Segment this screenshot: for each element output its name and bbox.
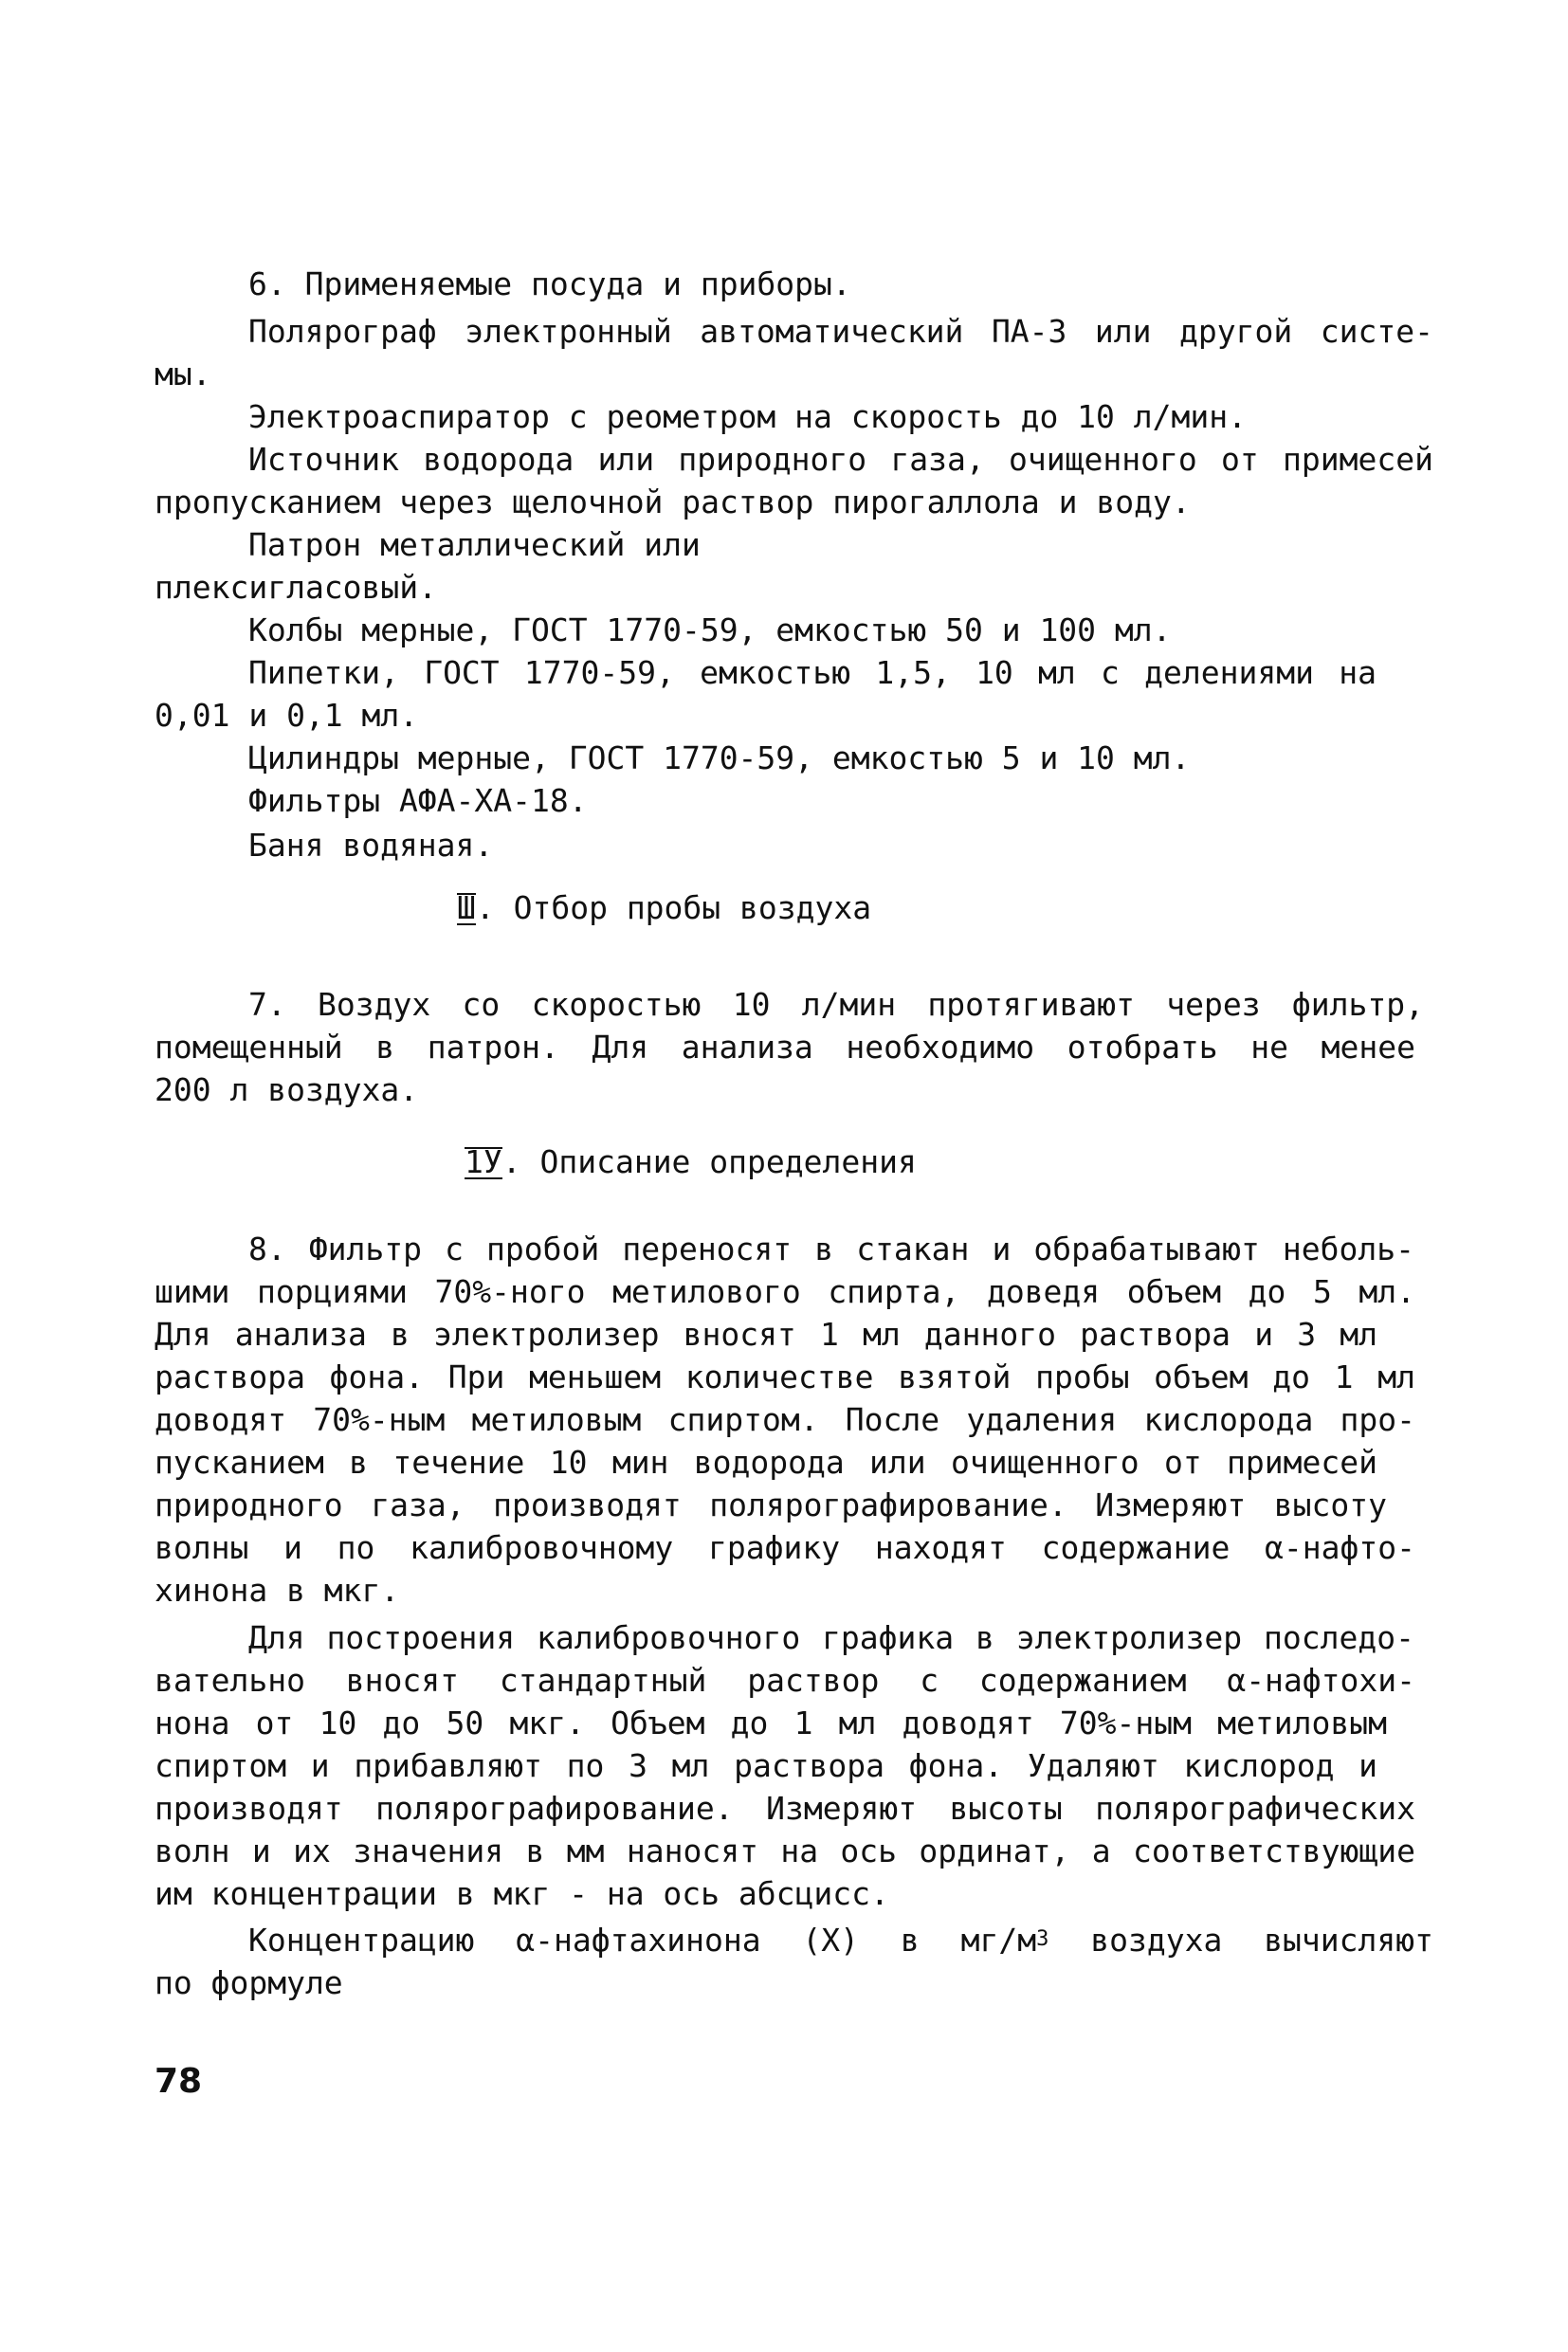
text-line: волны и по калибровочному графику находят содержание α-нафто- (155, 1529, 1415, 1566)
text-line: мы. (155, 356, 211, 392)
text-line: Цилиндры мерные, ГОСТ 1770-59, емкостью 5 и 10 мл. (248, 739, 1191, 776)
text-line: производят полярографирование. Измеряют высоты полярографических (155, 1790, 1415, 1827)
text-line: Пипетки, ГОСТ 1770-59, емкостью 1,5, 10 мл с делениями на (248, 654, 1377, 691)
text-line: плексигласовый. (155, 569, 438, 606)
text-line: Полярограф электронный автоматический ПА-3 или другой систе- (248, 313, 1433, 350)
section-heading-3 (457, 889, 871, 927)
concentration-line (248, 1922, 1433, 1964)
concentration-line-tail: воздуха вычисляют (1048, 1922, 1433, 1959)
text-line: им концентрации в мкг - на ось абсцисс. (155, 1875, 889, 1912)
text-line: Электроаспиратор с реометром на скорость до 10 л/мин. (248, 398, 1247, 435)
text-line: природного газа, производят полярографирование. Измеряют высоту (155, 1486, 1387, 1523)
text-line: вательно вносят стандартный раствор с содержанием α-нафтохи- (155, 1662, 1415, 1699)
text-line: Патрон металлический или (248, 526, 701, 563)
text-line: Источник водорода или природного газа, очищенного от примесей (248, 441, 1433, 478)
section-heading-4-title: . Описание определения (501, 1143, 917, 1180)
text-line: Баня водяная. (248, 827, 494, 864)
text-line: волн и их значения в мм наносят на ось ординат, а соответствующие (155, 1832, 1415, 1869)
text-line: пропусканием через щелочной раствор пирогаллола и воду. (155, 483, 1191, 520)
text-line: по формуле (155, 1964, 343, 2001)
section-heading-4 (465, 1143, 917, 1181)
text-line: пусканием в течение 10 мин водорода или очищенного от примесей (155, 1444, 1377, 1481)
text-line: Для построения калибровочного графика в электролизер последо- (248, 1619, 1414, 1656)
text-line: доводят 70%-ным метиловым спиртом. После удаления кислорода про- (155, 1401, 1415, 1438)
text-line: Для анализа в электролизер вносят 1 мл данного раствора и 3 мл (155, 1316, 1377, 1353)
text-line: шими порциями 70%-ного метилового спирта, доведя объем до 5 мл. (155, 1273, 1415, 1310)
text-line: 7. Воздух со скоростью 10 л/мин протягивают через фильтр, (248, 986, 1424, 1023)
text-line: 8. Фильтр с пробой переносят в стакан и обрабатывают неболь- (248, 1231, 1414, 1267)
text-line: Колбы мерные, ГОСТ 1770-59, емкостью 50 и 100 мл. (248, 611, 1172, 648)
text-line: хинона в мкг. (155, 1572, 400, 1609)
text-line: нона от 10 до 50 мкг. Объем до 1 мл доводят 70%-ным метиловым (155, 1705, 1387, 1741)
text-line: 0,01 и 0,1 мл. (155, 697, 419, 734)
text-line: помещенный в патрон. Для анализа необходимо отобрать не менее (155, 1029, 1415, 1066)
roman-numeral-3: Ш (457, 889, 476, 926)
section-heading-3-title: . Отбор пробы воздуха (475, 889, 872, 926)
text-line: раствора фона. При меньшем количестве взятой пробы объем до 1 мл (155, 1358, 1415, 1395)
text-line: 200 л воздуха. (155, 1071, 419, 1108)
text-line: Фильтры АФА-ХА-18. (248, 782, 588, 819)
roman-numeral-4: 1У (465, 1143, 502, 1180)
text-line: спиртом и прибавляют по 3 мл раствора фона. Удаляют кислород и (155, 1747, 1377, 1784)
text-line: 6. Применяемые посуда и приборы. (248, 265, 851, 302)
page-number: 78 (155, 2062, 203, 2101)
concentration-line-text: Концентрацию α-нафтахинона (X) в мг/м (248, 1922, 1037, 1959)
unit-exponent: 3 (1036, 1927, 1049, 1951)
